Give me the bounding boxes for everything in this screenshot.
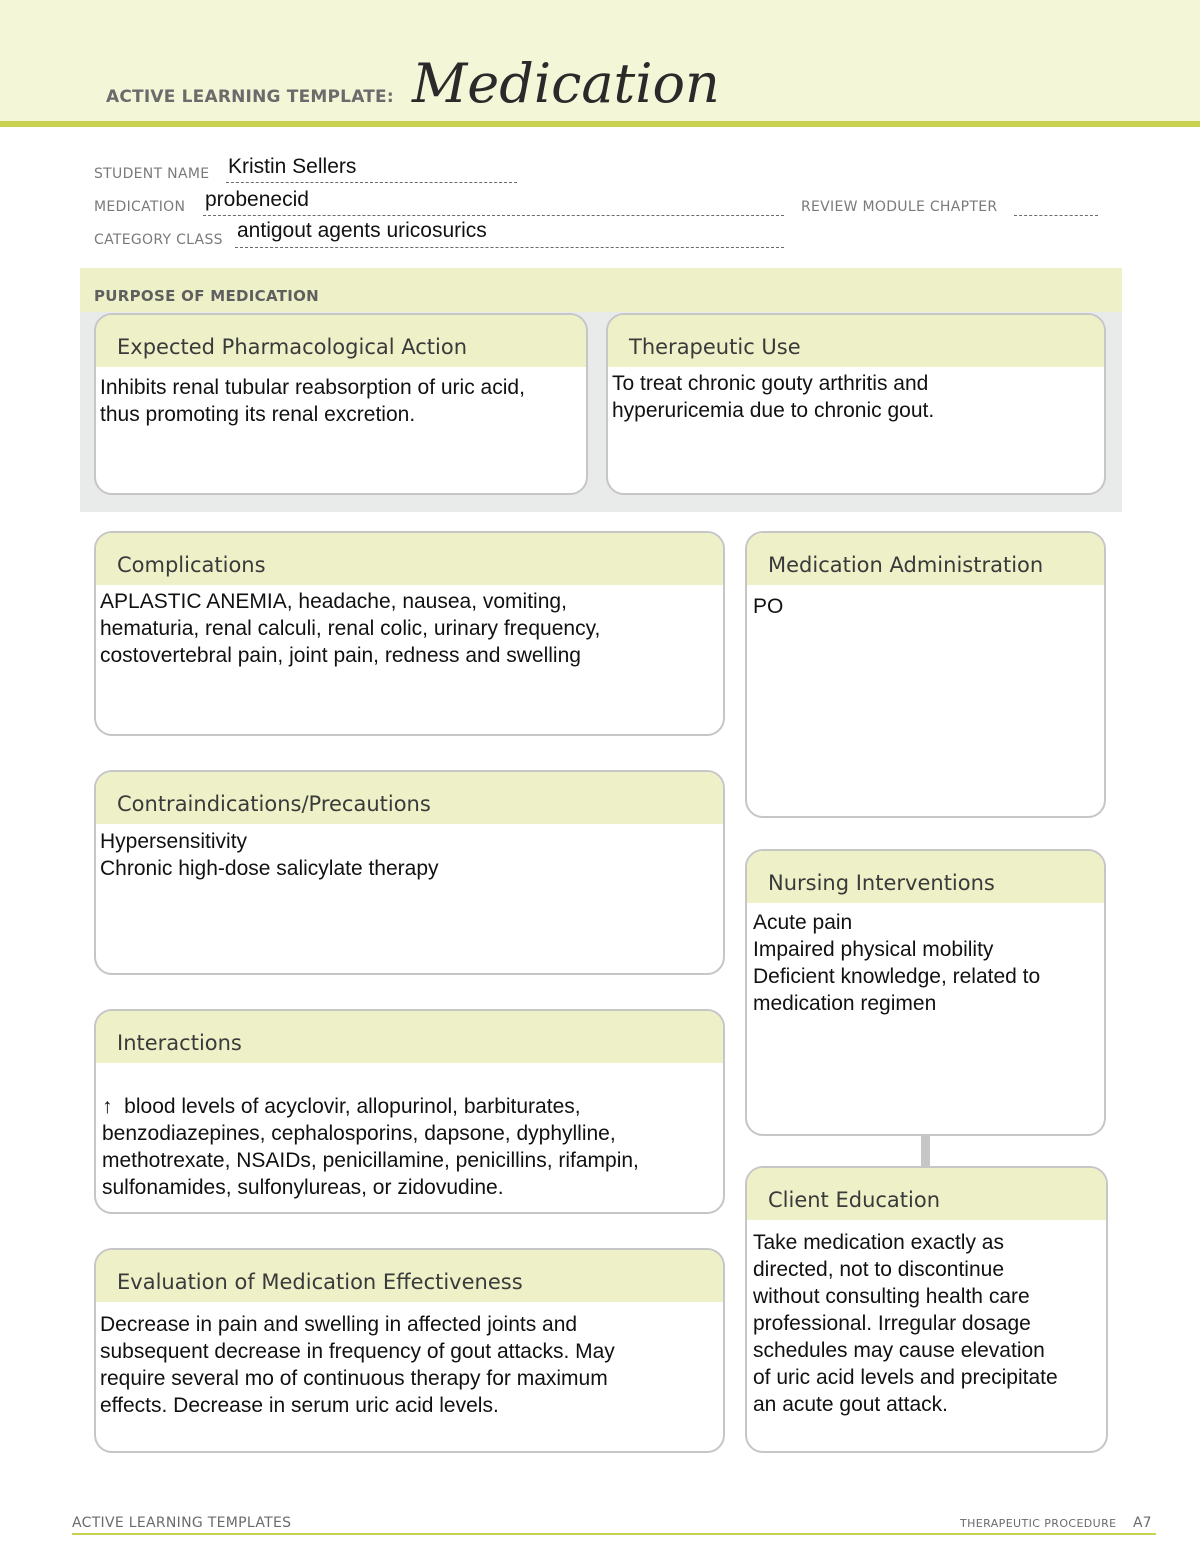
text-line: effects. Decrease in serum uric acid levels. bbox=[100, 1394, 499, 1417]
interactions-title: Interactions bbox=[96, 1011, 723, 1063]
text-line: hematuria, renal calculi, renal colic, urinary frequency, bbox=[100, 617, 601, 640]
medication-line bbox=[203, 215, 784, 216]
text-line: require several mo of continuous therapy for maximum bbox=[100, 1367, 608, 1390]
text-line: PO bbox=[753, 595, 784, 618]
text-line: subsequent decrease in frequency of gout attacks. May bbox=[100, 1340, 615, 1363]
text-line: Decrease in pain and swelling in affected joints and bbox=[100, 1313, 578, 1336]
student-name-line bbox=[226, 182, 517, 183]
contraindications-title: Contraindications/Precautions bbox=[96, 772, 723, 824]
nursing-body[interactable] bbox=[747, 903, 1104, 1017]
text-line: Hypersensitivity bbox=[100, 830, 248, 853]
evaluation-title: Evaluation of Medication Effectiveness bbox=[96, 1250, 723, 1302]
complications-card bbox=[94, 531, 725, 736]
page-number: A7 bbox=[1133, 1515, 1152, 1531]
text-line: Impaired physical mobility bbox=[753, 938, 994, 961]
interactions-card bbox=[94, 1009, 725, 1214]
client-education-card bbox=[745, 1166, 1108, 1453]
template-label: ACTIVE LEARNING TEMPLATE: bbox=[106, 87, 394, 107]
text-line: professional. Irregular dosage bbox=[753, 1312, 1031, 1335]
complications-title: Complications bbox=[96, 533, 723, 585]
student-name-field[interactable]: Kristin Sellers bbox=[228, 155, 357, 178]
text-line: APLASTIC ANEMIA, headache, nausea, vomiting, bbox=[100, 590, 567, 613]
contraindications-card bbox=[94, 770, 725, 975]
administration-body[interactable] bbox=[747, 585, 1104, 620]
footer-right: THERAPEUTIC PROCEDURE bbox=[960, 1517, 1117, 1530]
text-line: sulfonamides, sulfonylureas, or zidovudine. bbox=[102, 1176, 504, 1199]
review-module-line bbox=[1014, 215, 1098, 216]
therapeutic-use-body[interactable] bbox=[608, 367, 1104, 424]
administration-title: Medication Administration bbox=[747, 533, 1104, 585]
expected-action-body[interactable] bbox=[96, 367, 586, 428]
administration-card bbox=[745, 531, 1106, 818]
header-rule bbox=[0, 121, 1200, 127]
footer-left: ACTIVE LEARNING TEMPLATES bbox=[72, 1515, 292, 1531]
text-line: of uric acid levels and precipitate bbox=[753, 1366, 1058, 1389]
interactions-body[interactable] bbox=[96, 1063, 723, 1201]
medication-field[interactable]: probenecid bbox=[205, 188, 309, 211]
client-education-title: Client Education bbox=[747, 1168, 1106, 1220]
text-line: thus promoting its renal excretion. bbox=[100, 403, 416, 426]
footer-rule bbox=[72, 1533, 1156, 1535]
text-line: hyperuricemia due to chronic gout. bbox=[612, 399, 935, 422]
contraindications-body[interactable] bbox=[96, 824, 723, 882]
text-line: Chronic high-dose salicylate therapy bbox=[100, 857, 439, 880]
text-line: Deficient knowledge, related to bbox=[753, 965, 1041, 988]
text-line: Take medication exactly as bbox=[753, 1231, 1004, 1254]
page-title: Medication bbox=[412, 52, 720, 115]
text-line: benzodiazepines, cephalosporins, dapsone, dyphylline, bbox=[102, 1122, 616, 1145]
text-line: Inhibits renal tubular reabsorption of uric acid, bbox=[100, 376, 525, 399]
expected-action-card bbox=[94, 313, 588, 495]
text-line: Acute pain bbox=[753, 911, 853, 934]
expected-action-title: Expected Pharmacological Action bbox=[96, 315, 586, 367]
purpose-label: PURPOSE OF MEDICATION bbox=[94, 287, 320, 305]
client-education-body[interactable] bbox=[747, 1220, 1106, 1418]
text-line: without consulting health care bbox=[753, 1285, 1030, 1308]
text-line: schedules may cause elevation bbox=[753, 1339, 1045, 1362]
review-module-label: REVIEW MODULE CHAPTER bbox=[801, 199, 998, 215]
therapeutic-use-card bbox=[606, 313, 1106, 495]
category-class-field[interactable]: antigout agents uricosurics bbox=[237, 219, 487, 242]
category-class-label: CATEGORY CLASS bbox=[94, 232, 223, 248]
text-line: medication regimen bbox=[753, 992, 937, 1015]
therapeutic-use-title: Therapeutic Use bbox=[608, 315, 1104, 367]
nursing-card bbox=[745, 849, 1106, 1136]
text-line: methotrexate, NSAIDs, penicillamine, penicillins, rifampin, bbox=[102, 1149, 639, 1172]
text-line: an acute gout attack. bbox=[753, 1393, 948, 1416]
nursing-title: Nursing Interventions bbox=[747, 851, 1104, 903]
evaluation-card bbox=[94, 1248, 725, 1453]
text-line: To treat chronic gouty arthritis and bbox=[612, 372, 929, 395]
evaluation-body[interactable] bbox=[96, 1302, 723, 1419]
complications-body[interactable] bbox=[96, 585, 723, 669]
medication-label: MEDICATION bbox=[94, 199, 186, 215]
category-class-line bbox=[235, 247, 784, 248]
student-name-label: STUDENT NAME bbox=[94, 166, 210, 182]
text-line: costovertebral pain, joint pain, redness and swelling bbox=[100, 644, 581, 667]
connector-bar bbox=[921, 1136, 930, 1166]
text-line: directed, not to discontinue bbox=[753, 1258, 1004, 1281]
text-line: ↑ blood levels of acyclovir, allopurinol, barbiturates, bbox=[102, 1095, 581, 1118]
